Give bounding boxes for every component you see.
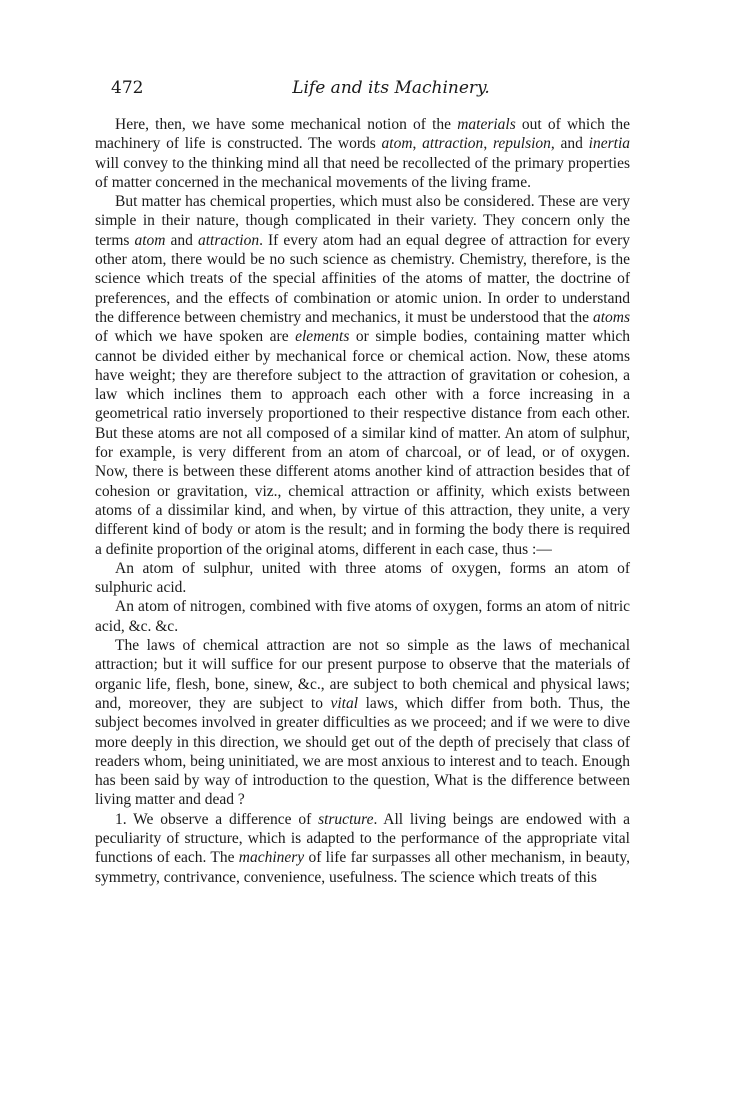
text-run: laws, which differ from both. Thus, the subject becomes involved in greater difficulties as we proceed; and if we were to dive more deeply in this direction, we should get out of the depth of precisely that class of readers whom, being uninitiated, we are most anxious to interest and to teach. Enough has been said by way of introduction to the question, What is the difference between living matter and dead ?	[95, 694, 630, 809]
italic-term: structure	[318, 810, 374, 828]
page-number: 472	[111, 78, 144, 98]
text-run: But matter has chemical properties, which must also be considered. These are very simple in their nature, though complicated in their variety. They concern only the terms	[95, 193, 630, 249]
italic-term: attraction	[422, 135, 484, 153]
paragraph	[95, 810, 630, 887]
italic-term: atom	[381, 135, 413, 153]
italic-term: inertia	[588, 135, 631, 153]
paragraph	[95, 192, 630, 559]
text-run: , and	[550, 135, 589, 153]
page-header	[111, 78, 631, 102]
text-run: will convey to the thinking mind all that need be recollected of the primary properties of matter concerned in the mechanical movements of the living frame.	[95, 154, 630, 191]
text-run: An atom of nitrogen, combined with five atoms of oxygen, forms an atom of nitric acid, &c. &c.	[95, 598, 630, 635]
text-run: ,	[412, 135, 423, 153]
text-run: and	[165, 231, 198, 249]
italic-term: machinery	[238, 849, 305, 867]
body-text	[95, 115, 630, 887]
text-run: or simple bodies, containing matter which cannot be divided either by mechanical force or chemical action. Now, these atoms have weight; they are therefore subject to the attraction of gravitation or cohesion, a law which inclines them to approach each other with a force increasing in a geometrical ratio inversely proportioned to their respective distance from each other. But these atoms are not all composed of a similar kind of matter. An atom of sulphur, for example, is very different from an atom of charcoal, or of lead, or of oxygen. Now, there is between these different atoms another kind of attraction besides that of cohesion or gravitation, viz., chemical attraction or affinity, which exists between atoms of a dissimilar kind, and when, by virtue of this attraction, they unite, a very different kind of body or atom is the result; and in forming the body there is required a definite proportion of the original atoms, different in each case, thus :—	[95, 328, 630, 558]
italic-term: repulsion	[492, 135, 551, 153]
text-run: . All living beings are endowed with a peculiarity of structure, which is adapted to the performance of the appropriate vital functions of each. The	[95, 810, 630, 867]
text-run: out of which the machinery of life is constructed. The words	[95, 116, 630, 153]
text-run: An atom of sulphur, united with three atoms of oxygen, forms an atom of sulphuric acid.	[95, 559, 630, 597]
italic-term: attraction	[197, 231, 260, 249]
italic-term: materials	[457, 116, 516, 133]
italic-term: atoms	[592, 308, 630, 326]
paragraph	[95, 559, 630, 598]
text-run: of life far surpasses all other mechanism, in beauty, symmetry, contrivance, convenience, usefulness. The science which treats of this	[95, 849, 630, 886]
text-run: The laws of chemical attraction are not so simple as the laws of mechanical attraction; but it will suffice for our present purpose to observe that the materials of organic life, flesh, bone, sinew, &c., are subject to both chemical and physical laws; and, moreover, they are subject to	[95, 637, 630, 712]
text-run: 1. We observe a difference of	[115, 810, 319, 828]
text-run: . If every atom had an equal degree of attraction for every other atom, there would be no such science as chemistry. Chemistry, therefore, is the science which treats of the special affinities of the atoms of matter, the doctrine of preferences, and the effects of combination or atomic union. In order to understand the difference between chemistry and mechanics, it must be understood that the	[95, 231, 630, 326]
italic-term: vital	[330, 694, 359, 712]
paragraph	[95, 597, 630, 636]
text-run: of which we have spoken are	[95, 328, 296, 346]
text-run: ,	[483, 135, 493, 153]
running-title: Life and its Machinery.	[292, 78, 490, 98]
italic-term: atom	[134, 231, 166, 249]
italic-term: elements	[295, 328, 350, 346]
text-run: Here, then, we have some mechanical notion of the	[115, 116, 458, 133]
paragraph	[95, 636, 630, 810]
paragraph	[95, 115, 630, 192]
